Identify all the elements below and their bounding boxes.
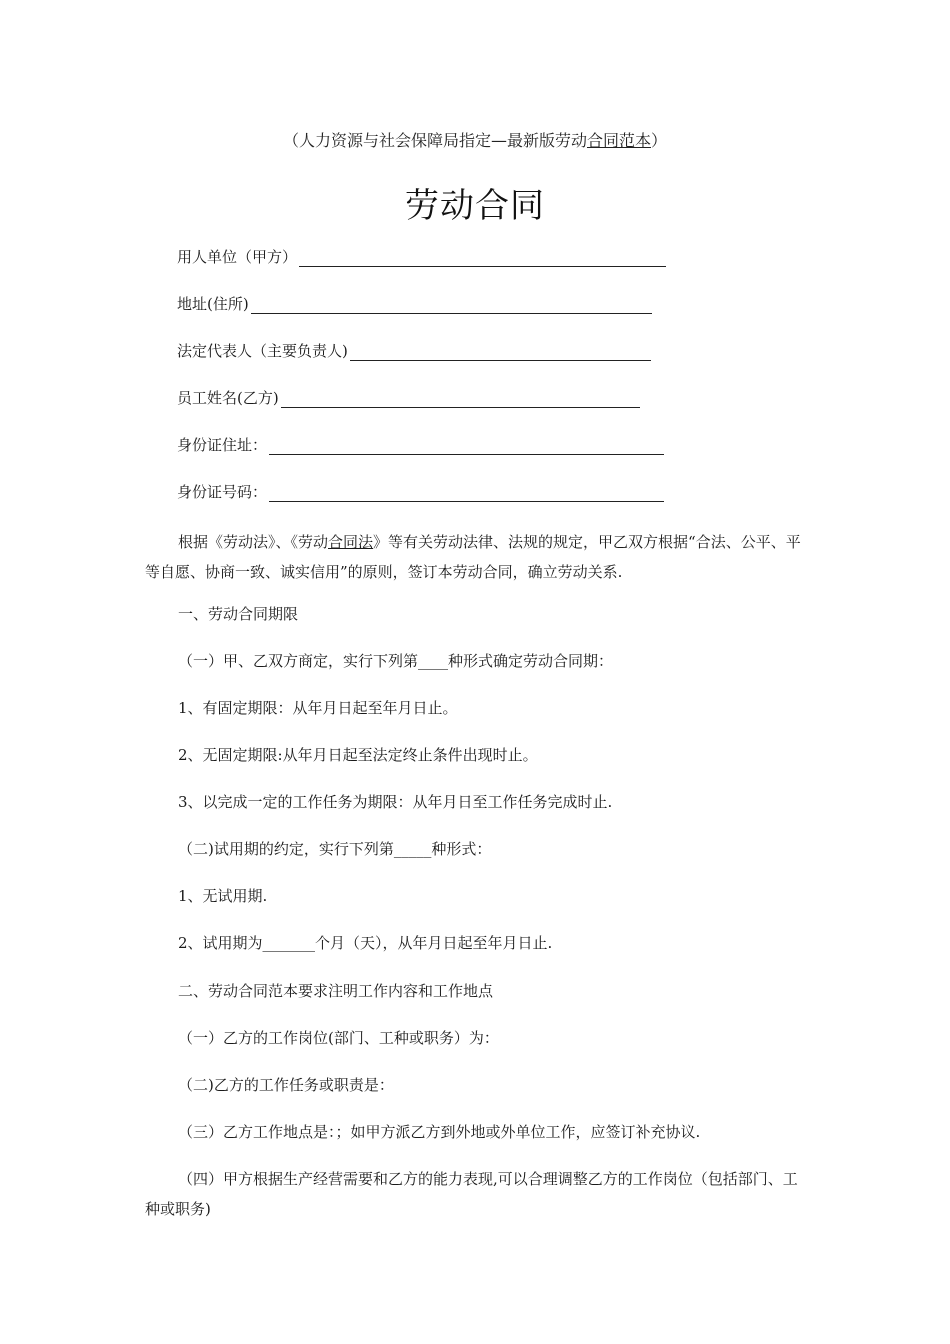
fill-in-line: [281, 393, 640, 408]
clause-task-term: 3、以完成一定的工作任务为期限：从年月日至工作任务完成时止.: [178, 793, 613, 811]
fill-in-line: [251, 299, 652, 314]
field-label: 用人单位（甲方）: [177, 248, 298, 266]
clause-work-location: （三）乙方工作地点是：；如甲方派乙方到外地或外单位工作，应签订补充协议.: [178, 1123, 701, 1141]
clause-probation-period: 2、试用期为_______个月（天），从年月日起至年月日止.: [178, 934, 553, 952]
fill-in-line: [269, 440, 664, 455]
fill-in-line: [299, 252, 666, 267]
field-employer: [177, 247, 666, 267]
clause-duties: （二)乙方的工作任务或职责是：: [178, 1076, 394, 1094]
subtitle-close: ）: [651, 131, 668, 150]
field-id-address: [177, 435, 664, 455]
field-legal-representative: [177, 341, 651, 361]
field-id-number: [177, 482, 664, 502]
intro-link[interactable]: 合同法: [328, 533, 374, 551]
intro-paragraph: [145, 527, 805, 587]
clause-position: （一）乙方的工作岗位(部门、工种或职务）为：: [178, 1029, 499, 1047]
field-label: 身份证住址：: [177, 436, 268, 454]
fill-in-line: [350, 346, 651, 361]
intro-text: 根据《劳动法》、《劳动: [178, 533, 329, 551]
field-employee-name: [177, 388, 640, 408]
section-heading-1: 一、劳动合同期限: [178, 605, 299, 623]
clause-term-type: （一）甲、乙双方商定，实行下列第____种形式确定劳动合同期：: [178, 652, 614, 670]
clause-adjust-position: （四）甲方根据生产经营需要和乙方的能力表现,可以合理调整乙方的工作岗位（包括部门、工种或职务): [145, 1170, 798, 1218]
field-address: [177, 294, 652, 314]
clause-fixed-term: 1、有固定期限：从年月日起至年月日止。: [178, 699, 458, 717]
field-label: 身份证号码：: [177, 483, 268, 501]
field-label: 地址(住所): [177, 295, 249, 313]
subtitle-text: （人力资源与社会保障局指定—最新版劳动: [282, 131, 587, 150]
intro-text-rest: 》等有关劳动法律、法规的规定，甲乙双方根据“合法、公平、平等自愿、协商一致、诚实信用”的原则，签订本劳动合同，确立劳动关系.: [145, 533, 801, 581]
fill-in-line: [269, 487, 664, 502]
document-subtitle: [0, 128, 950, 151]
section-heading-2: 二、劳动合同范本要求注明工作内容和工作地点: [178, 982, 494, 1000]
document-title: 劳动合同: [405, 186, 545, 226]
subtitle-link[interactable]: 合同范本: [586, 131, 651, 150]
clause-no-probation: 1、无试用期.: [178, 887, 268, 905]
clause-open-term: 2、无固定期限:从年月日起至法定终止条件出现时止。: [178, 746, 538, 764]
field-label: 员工姓名(乙方): [177, 389, 279, 407]
clause-probation-type: （二)试用期的约定，实行下列第_____种形式：: [178, 840, 492, 858]
field-label: 法定代表人（主要负责人): [177, 342, 348, 360]
